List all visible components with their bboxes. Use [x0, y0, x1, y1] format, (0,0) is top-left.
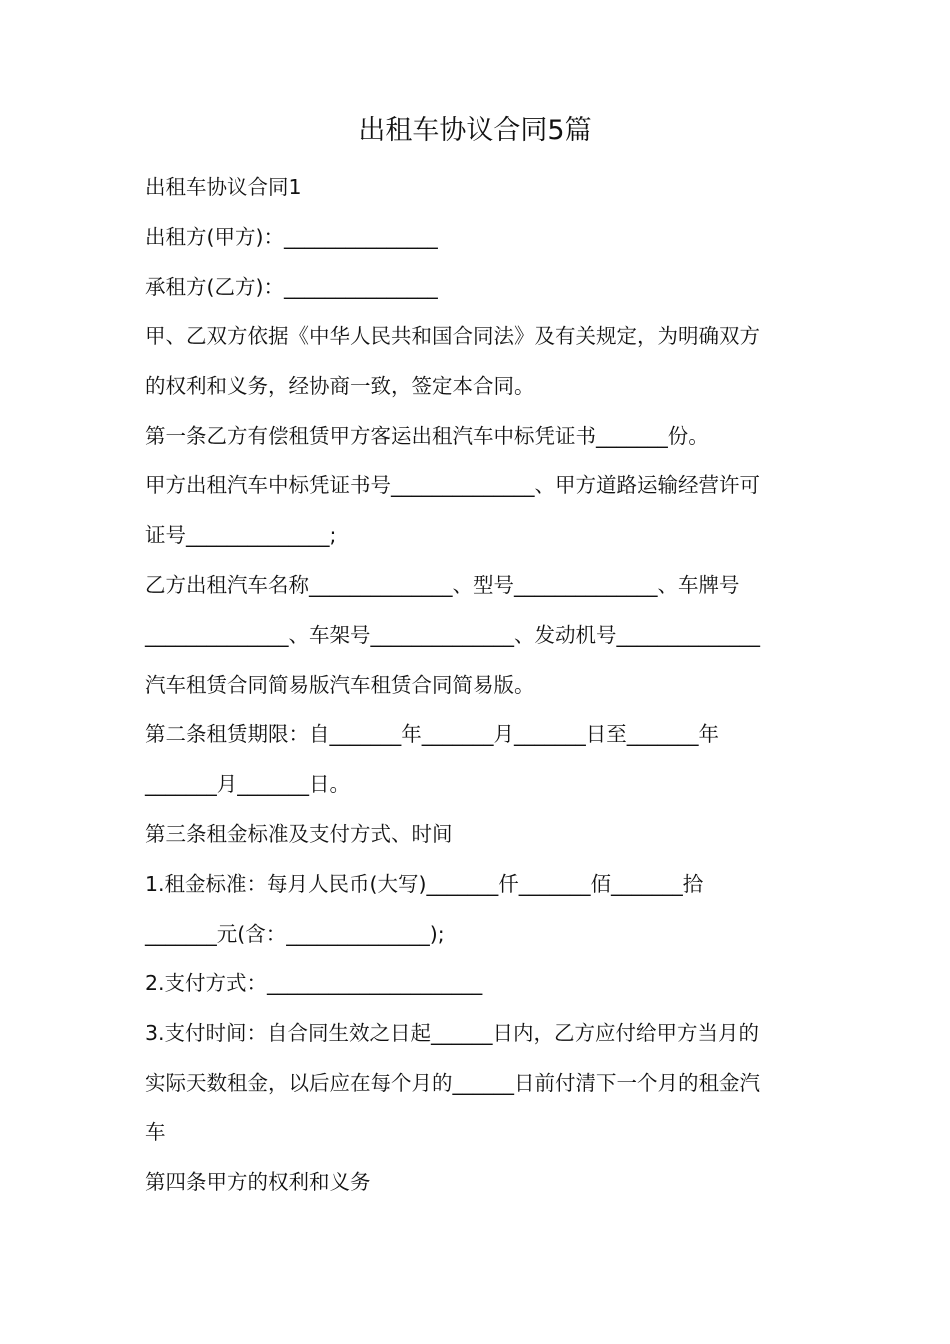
permit-number-line: 证号______________; [145, 523, 337, 547]
contract-note-line: 汽车租赁合同简易版汽车租赁合同简易版。 [145, 673, 535, 697]
vehicle-details-line: ______________、车架号______________、发动机号______________ [145, 623, 760, 647]
payment-method-line: 2.支付方式：_____________________ [145, 971, 483, 995]
preamble-line-1: 甲、乙双方依据《中华人民共和国合同法》及有关规定，为明确双方 [145, 324, 760, 348]
article-1-line: 第一条乙方有偿租赁甲方客运出租汽车中标凭证书_______份。 [145, 424, 709, 448]
payment-time-line-1: 3.支付时间：自合同生效之日起______日内，乙方应付给甲方当月的 [145, 1021, 760, 1045]
payment-time-line-3: 车 [145, 1120, 166, 1144]
lessor-line: 出租方(甲方)：_______________ [145, 225, 438, 249]
document-title: 出租车协议合同5篇 [358, 115, 592, 146]
vehicle-name-line: 乙方出租汽车名称______________、型号______________、车牌号 [145, 573, 740, 597]
article-2-line-2: _______月_______日。 [145, 772, 350, 796]
article-4-heading: 第四条甲方的权利和义务 [145, 1170, 371, 1194]
preamble-line-2: 的权利和义务，经协商一致，签定本合同。 [145, 374, 535, 398]
rent-standard-line-1: 1.租金标准：每月人民币(大写)_______仟_______佰_______拾 [145, 872, 704, 896]
article-3-heading: 第三条租金标准及支付方式、时间 [145, 822, 453, 846]
article-2-line-1: 第二条租赁期限：自_______年_______月_______日至_______年 [145, 722, 719, 746]
lessee-line: 承租方(乙方)：_______________ [145, 275, 438, 299]
certificate-number-line: 甲方出租汽车中标凭证书号______________、甲方道路运输经营许可 [145, 473, 760, 497]
contract-heading: 出租车协议合同1 [145, 175, 302, 199]
rent-standard-line-2: _______元(含：______________); [145, 922, 445, 946]
payment-time-line-2: 实际天数租金，以后应在每个月的______日前付清下一个月的租金汽 [145, 1071, 760, 1095]
